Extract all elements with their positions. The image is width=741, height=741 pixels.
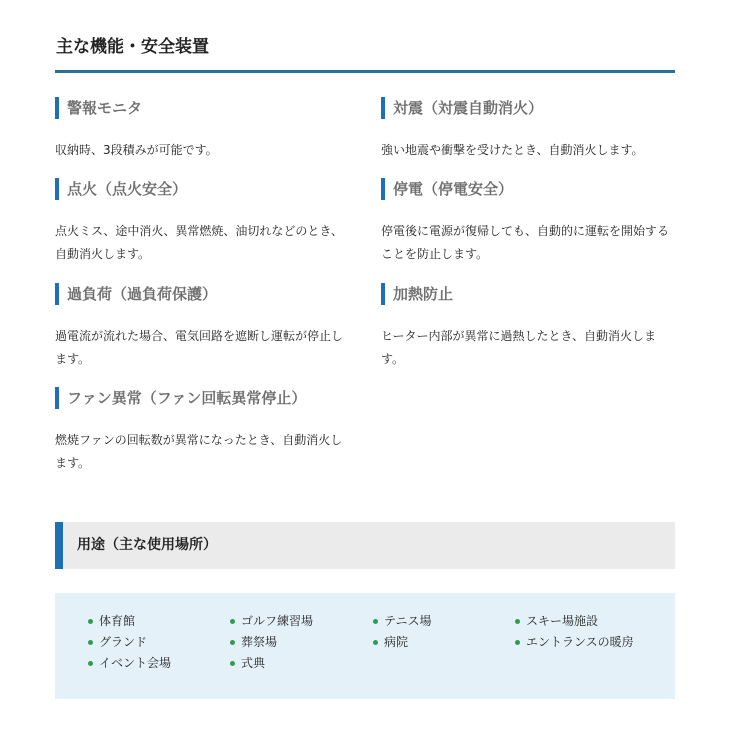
feature-overheat — [381, 283, 676, 371]
feature-title: 停電（停電安全） — [381, 178, 676, 200]
list-item: イベント会場 — [88, 653, 228, 674]
list-item: エントランスの暖房 — [515, 632, 655, 653]
usage-column — [88, 611, 228, 674]
usage-column — [515, 611, 655, 653]
feature-power-outage — [381, 178, 676, 266]
feature-ignition — [55, 178, 350, 266]
feature-title: 点火（点火安全） — [55, 178, 350, 200]
feature-description: 過電流が流れた場合、電気回路を遮断し運転が停止します。 — [55, 329, 344, 366]
feature-description: ヒーター内部が異常に過熱したとき、自動消火します。 — [381, 329, 657, 366]
feature-title: 対震（対震自動消火） — [381, 97, 676, 119]
list-item: 病院 — [373, 632, 513, 653]
feature-description: 収納時、3段積みが可能です。 — [55, 143, 218, 157]
usage-column — [373, 611, 513, 653]
list-item: ゴルフ練習場 — [230, 611, 370, 632]
feature-fan-error — [55, 387, 350, 475]
title-divider — [55, 70, 675, 73]
feature-description: 燃焼ファンの回転数が異常になったとき、自動消火します。 — [55, 433, 343, 470]
feature-description: 停電後に電源が復帰しても、自動的に運転を開始することを防止します。 — [381, 224, 670, 261]
feature-alarm-monitor — [55, 97, 350, 162]
feature-description: 強い地震や衝撃を受けたとき、自動消火します。 — [381, 143, 644, 157]
usage-header — [55, 522, 675, 569]
list-item: 体育館 — [88, 611, 228, 632]
feature-overload — [55, 283, 350, 371]
feature-title: 加熱防止 — [381, 283, 676, 305]
feature-description: 点火ミス、途中消火、異常燃焼、油切れなどのとき、自動消火します。 — [55, 224, 343, 261]
feature-seismic — [381, 97, 676, 162]
list-item: 式典 — [230, 653, 370, 674]
page-title: 主な機能・安全装置 — [56, 37, 209, 57]
feature-title: 過負荷（過負荷保護） — [55, 283, 350, 305]
list-item: 葬祭場 — [230, 632, 370, 653]
feature-title: 警報モニタ — [55, 97, 350, 119]
list-item: テニス場 — [373, 611, 513, 632]
feature-title: ファン異常（ファン回転異常停止） — [55, 387, 350, 409]
usage-title: 用途（主な使用場所） — [77, 537, 217, 553]
list-item: グランド — [88, 632, 228, 653]
list-item: スキー場施設 — [515, 611, 655, 632]
usage-list — [55, 593, 675, 699]
usage-column — [230, 611, 370, 674]
